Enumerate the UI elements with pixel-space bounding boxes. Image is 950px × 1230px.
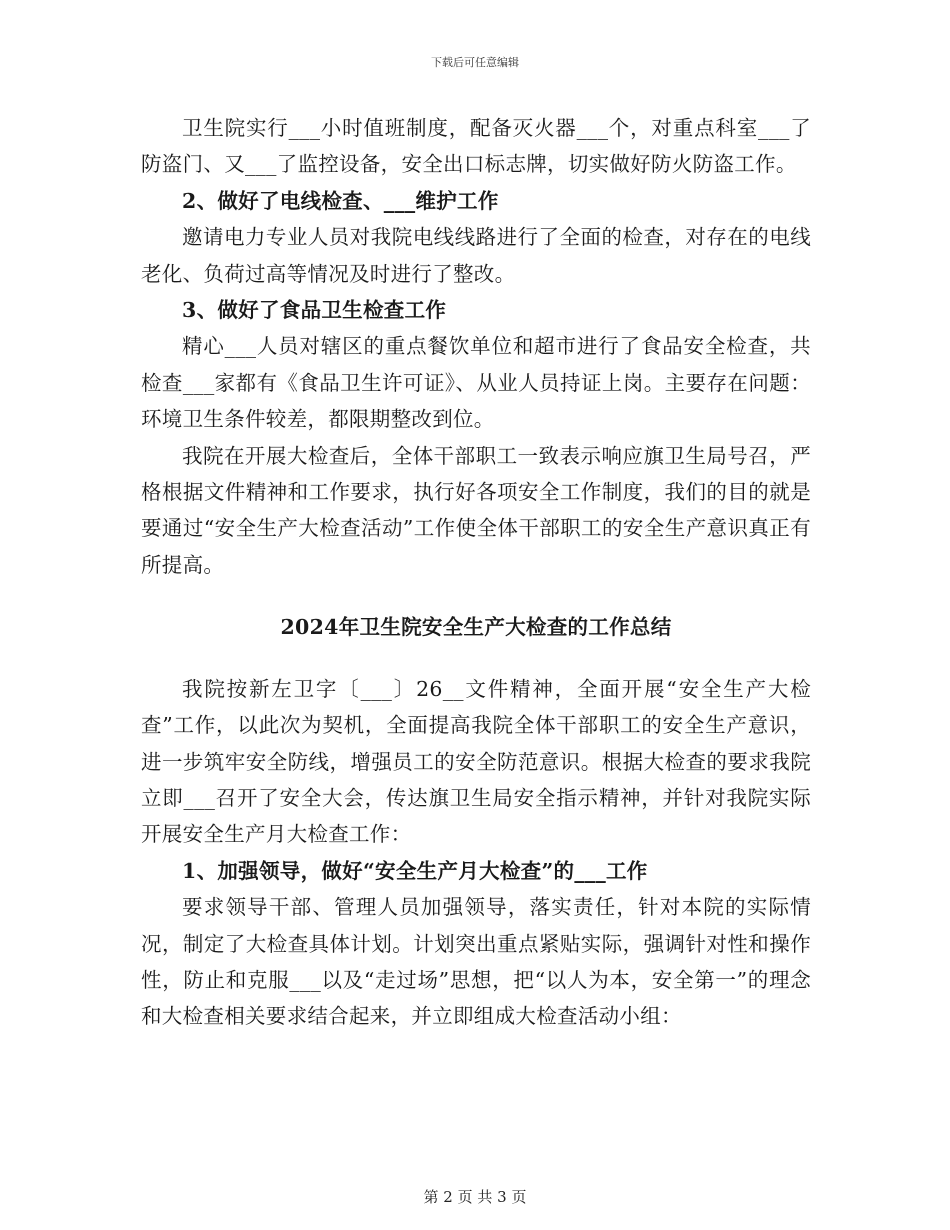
paragraph-conclusion: 我院在开展大检查后，全体干部职工一致表示响应旗卫生局号召，严格根据文件精神和工作要求，执行好各项安全工作制度，我们的目的就是要通过“安全生产大检查活动”工作使全体干部职工的安全生产意识真正有所提高。 <box>141 443 811 577</box>
page-footer: 第 2 页 共 3 页 <box>423 1188 527 1206</box>
paragraph-duty-system: 卫生院实行___小时值班制度，配备灭火器___个，对重点科室___了防盗门、又___了监控设备，安全出口标志牌，切实做好防火防盗工作。 <box>141 116 811 177</box>
section-heading-wiring: 2、做好了电线检查、___维护工作 <box>182 188 499 213</box>
section-heading-leadership: 1、加强领导，做好“安全生产月大检查”的___工作 <box>182 858 648 883</box>
document-body <box>141 110 811 1035</box>
document-title: 2024年卫生院安全生产大检查的工作总结 <box>280 615 672 640</box>
page-header: 下载后可任意编辑 <box>431 56 519 69</box>
paragraph-leadership: 要求领导干部、管理人员加强领导，落实责任，针对本院的实际情况，制定了大检查具体计划。计划突出重点紧贴实际，强调针对性和操作性，防止和克服___以及“走过场”思想，把“以人为本，安全第一”的理念和大检查相关要求结合起来，并立即组成大检查活动小组： <box>141 895 811 1029</box>
paragraph-intro: 我院按新左卫字〔___〕26__文件精神，全面开展“安全生产大检查”工作，以此次为契机，全面提高我院全体干部职工的安全生产意识，进一步筑牢安全防线，增强员工的安全防范意识。根据大检查的要求我院立即___召开了安全大会，传达旗卫生局安全指示精神，并针对我院实际开展安全生产月大检查工作： <box>141 676 811 847</box>
paragraph-wiring: 邀请电力专业人员对我院电线线路进行了全面的检查，对存在的电线老化、负荷过高等情况及时进行了整改。 <box>141 225 811 286</box>
paragraph-food: 精心___人员对辖区的重点餐饮单位和超市进行了食品安全检查，共检查___家都有《食品卫生许可证》、从业人员持证上岗。主要存在问题：环境卫生条件较差，都限期整改到位。 <box>141 334 811 432</box>
section-heading-food: 3、做好了食品卫生检查工作 <box>182 298 447 323</box>
